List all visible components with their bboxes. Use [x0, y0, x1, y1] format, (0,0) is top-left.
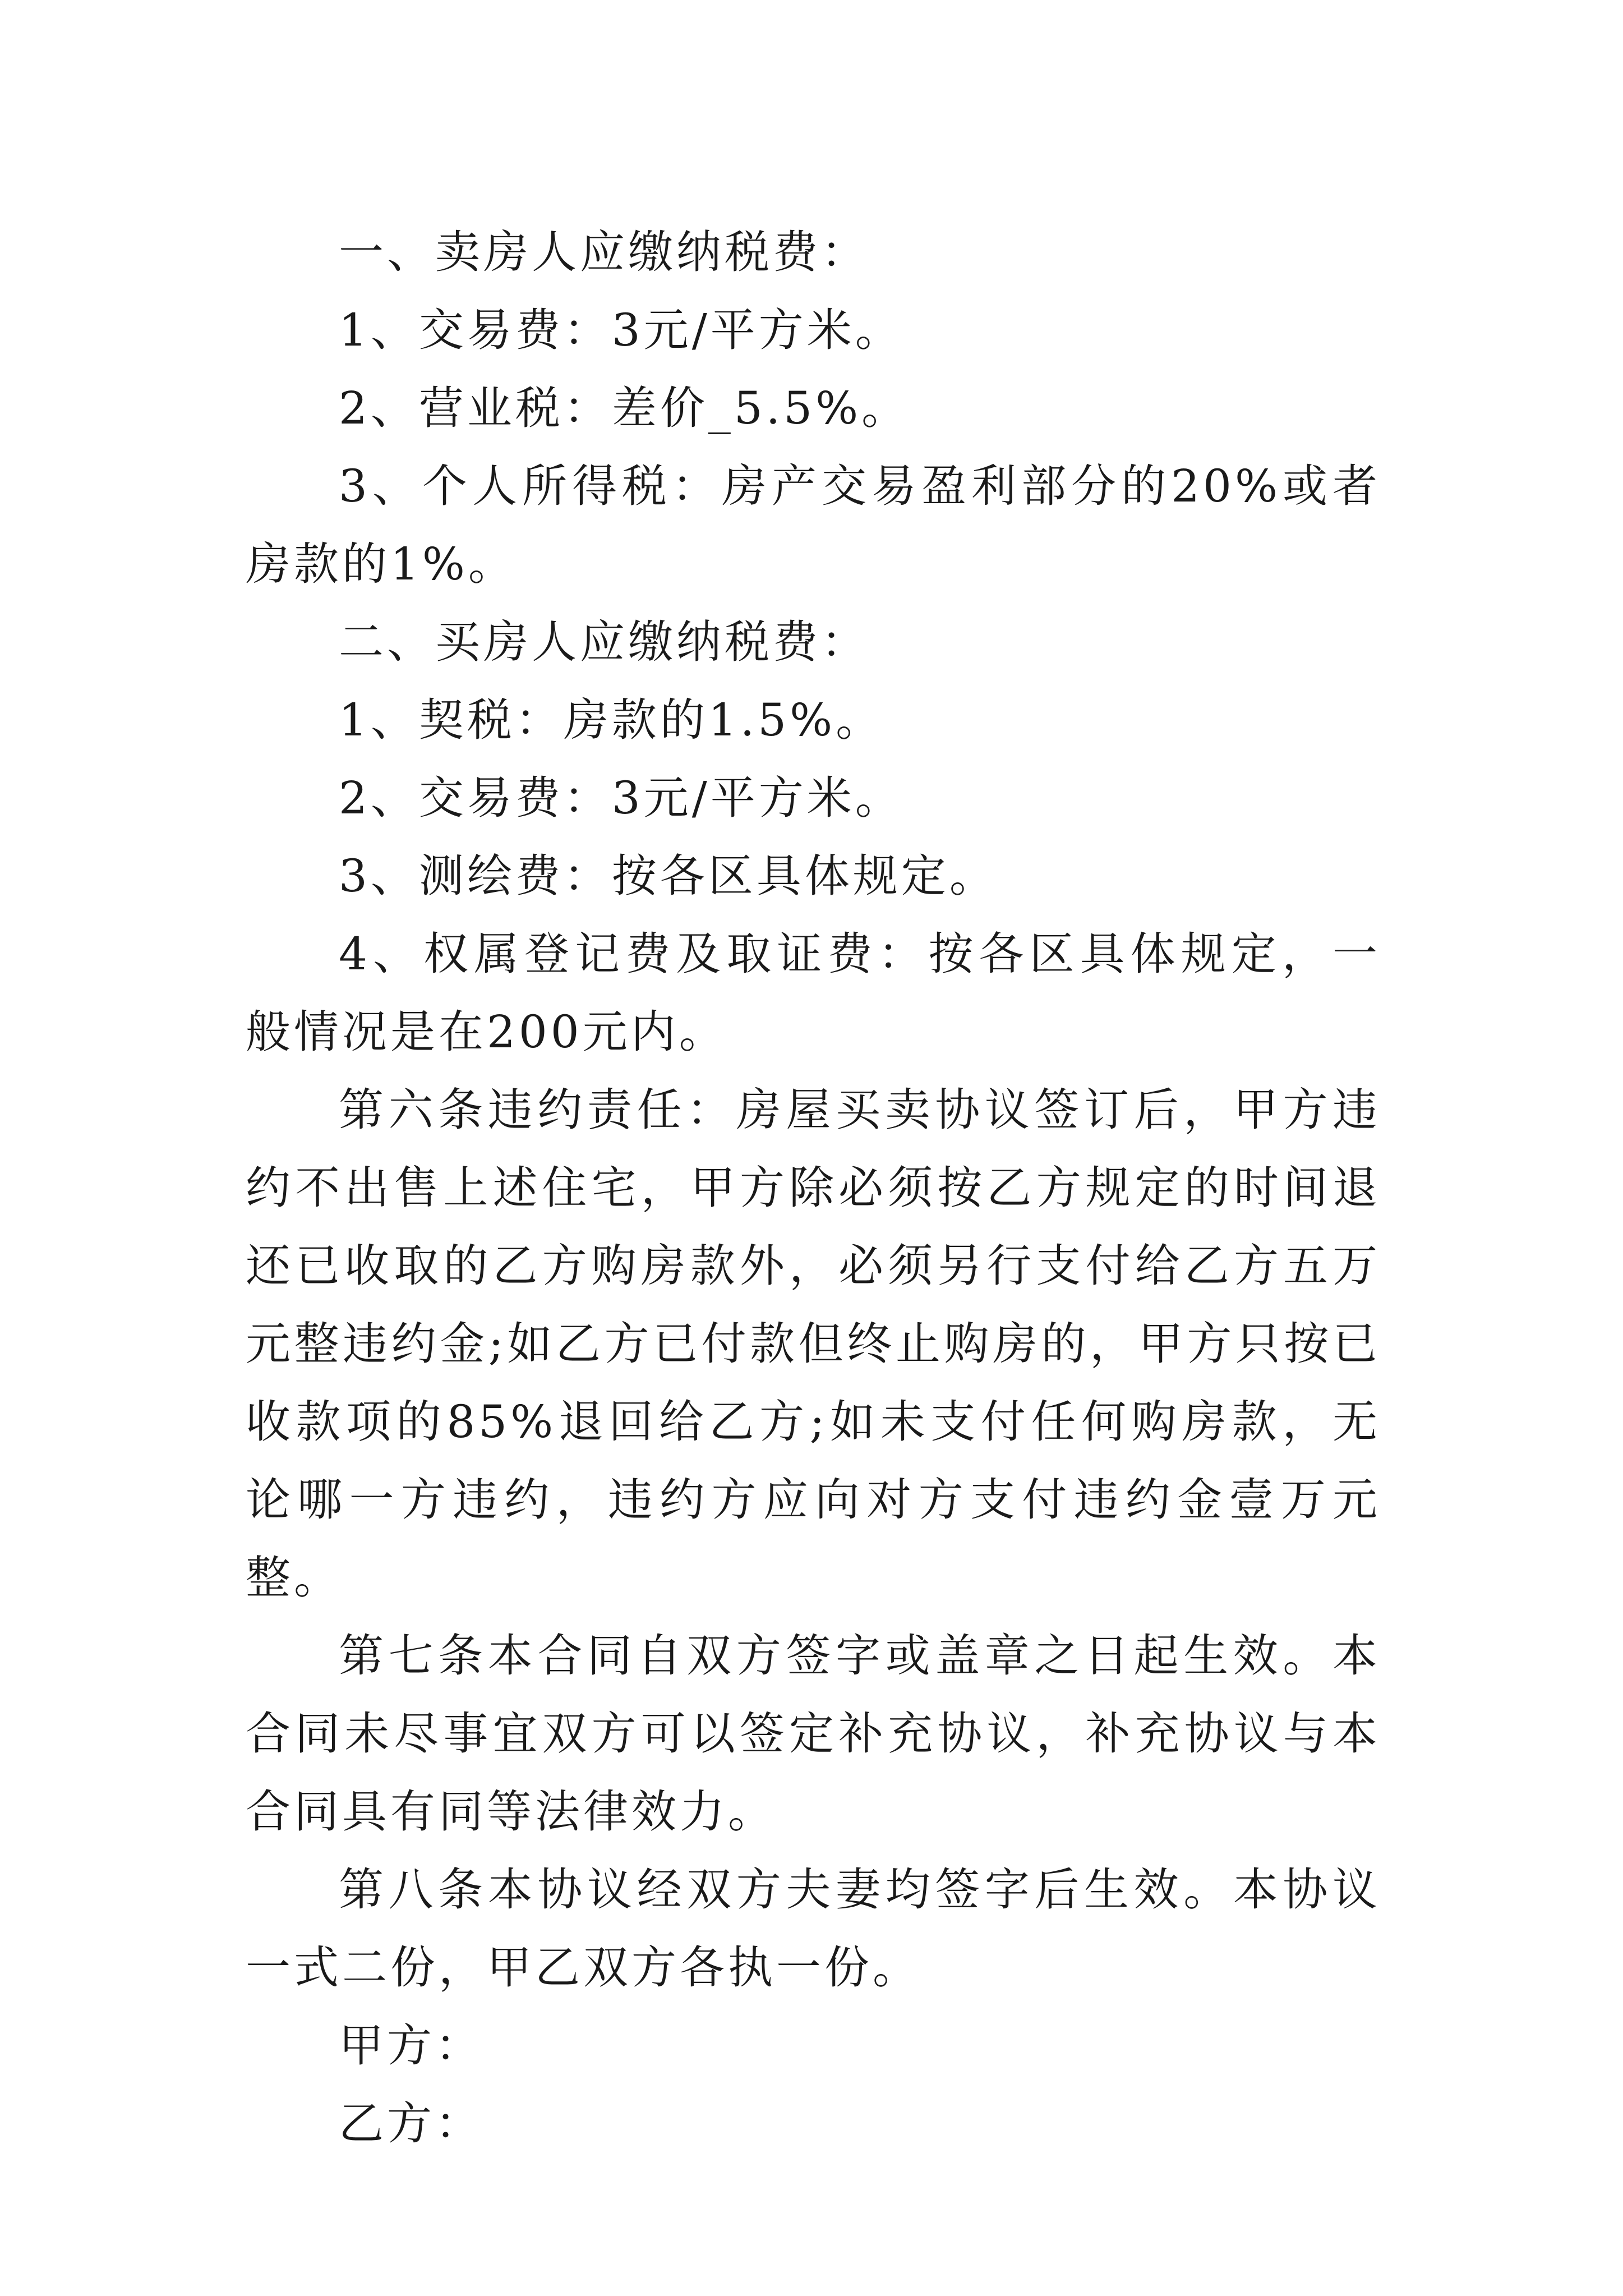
- seller-taxes-heading: 一、卖房人应缴纳税费：: [339, 226, 869, 278]
- party-b-signature-line: 乙方：: [339, 2097, 483, 2150]
- buyer-taxes-heading: 二、买房人应缴纳税费：: [339, 616, 869, 668]
- buyer-deed-tax: 1、契税：房款的1.5%。: [339, 694, 884, 746]
- buyer-survey-fee: 3、测绘费：按各区具体规定。: [339, 850, 998, 902]
- buyer-transaction-fee: 2、交易费：3元/平方米。: [339, 772, 903, 824]
- seller-income-tax: 3、个人所得税：房产交易盈利部分的20%或者房款的1%。: [246, 460, 1381, 590]
- article-6-breach-liability: 第六条违约责任：房屋买卖协议签订后，甲方违约不出售上述住宅，甲方除必须按乙方规定的时间退还已收取的乙方购房款外，必须另行支付给乙方五万元整违约金;如乙方已付款但终止购房的，甲方只按已收款项的85%退回给乙方;如未支付任何购房款，无论哪一方违约，违约方应向对方支付违约金壹万元整。: [246, 1084, 1381, 1604]
- buyer-registration-fee: 4、权属登记费及取证费：按各区具体规定，一般情况是在200元内。: [246, 928, 1381, 1058]
- seller-business-tax: 2、营业税：差价_5.5%。: [339, 382, 910, 434]
- document-body: [246, 213, 1381, 2162]
- seller-transaction-fee: 1、交易费：3元/平方米。: [339, 304, 903, 356]
- party-a-signature-line: 甲方：: [339, 2019, 483, 2072]
- article-8-copies: 第八条本协议经双方夫妻均签字后生效。本协议一式二份，甲乙双方各执一份。: [246, 1864, 1381, 1994]
- article-7-effectiveness: 第七条本合同自双方签字或盖章之日起生效。本合同未尽事宜双方可以签定补充协议，补充协议与本合同具有同等法律效力。: [246, 1630, 1381, 1838]
